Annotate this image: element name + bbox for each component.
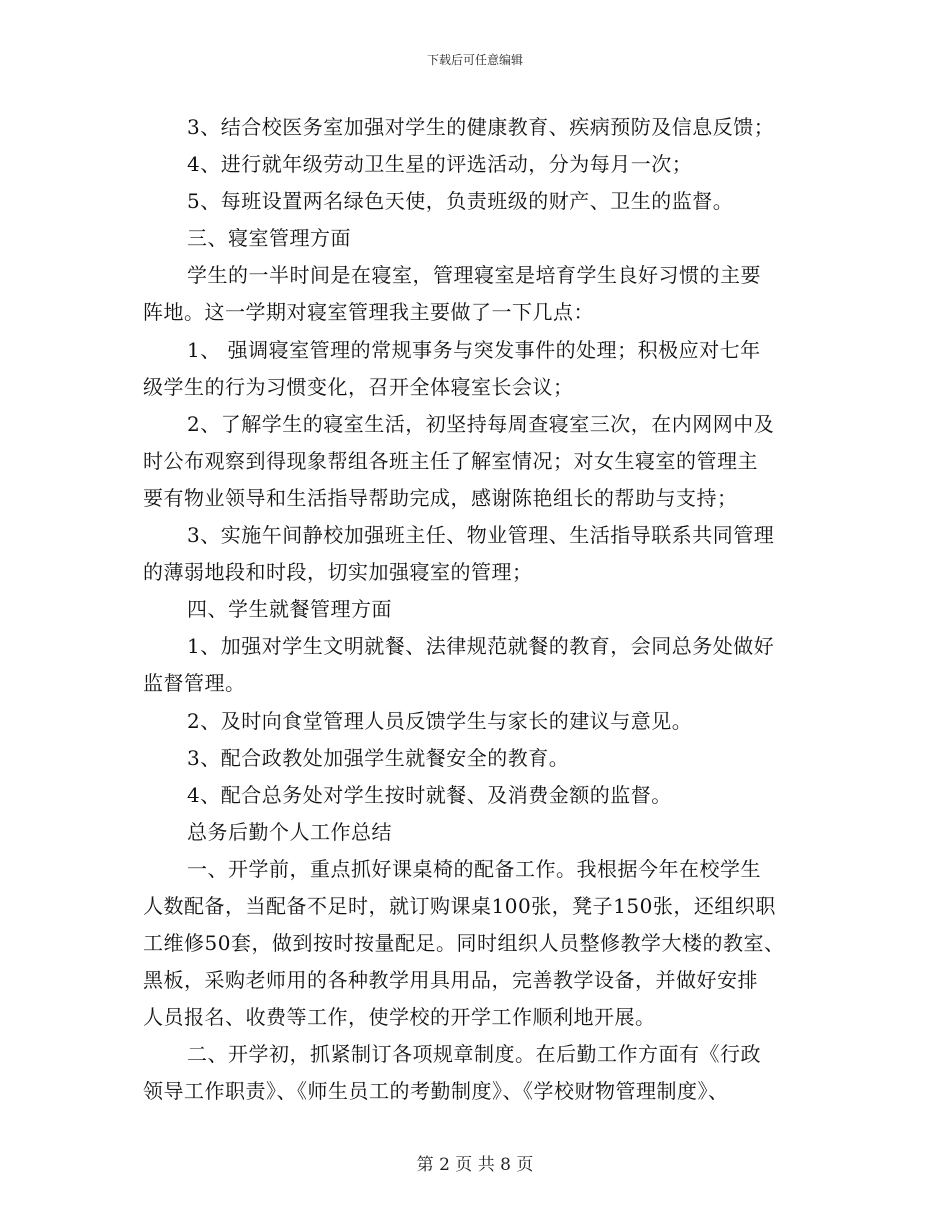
text-line: 2、了解学生的寝室生活，初坚持每周查寝室三次，在内网网中及 bbox=[187, 411, 775, 436]
text-line: 三、寝室管理方面 bbox=[187, 226, 351, 251]
text-line: 阵地。这一学期对寝室管理我主要做了一下几点： bbox=[143, 300, 594, 325]
text-line: 要有物业领导和生活指导帮助完成，感谢陈艳组长的帮助与支持； bbox=[143, 485, 738, 510]
page-number: 第 2 页 共 8 页 bbox=[416, 1155, 534, 1175]
text-line: 工维修50套，做到按时按量配足。同时组织人员整修教学大楼的教室、 bbox=[143, 931, 785, 956]
text-line: 的薄弱地段和时段，切实加强寝室的管理； bbox=[143, 560, 533, 585]
text-line: 黑板，采购老师用的各种教学用具用品，完善教学设备，并做好安排 bbox=[143, 968, 758, 993]
text-line: 4、进行就年级劳动卫生星的评选活动，分为每月一次； bbox=[187, 152, 693, 177]
text-line: 四、学生就餐管理方面 bbox=[187, 597, 392, 622]
text-line: 3、配合政教处加强学生就餐安全的教育。 bbox=[187, 745, 570, 770]
text-line: 领导工作职责》、《师生员工的考勤制度》、《学校财物管理制度》、 bbox=[143, 1079, 729, 1104]
text-line: 一、开学前，重点抓好课桌椅的配备工作。我根据今年在校学生 bbox=[187, 856, 761, 881]
page-header-note: 下载后可任意编辑 bbox=[426, 53, 523, 67]
text-line: 4、配合总务处对学生按时就餐、及消费金额的监督。 bbox=[187, 782, 672, 807]
text-line: 1、 强调寝室管理的常规事务与突发事件的处理；积极应对七年 bbox=[187, 337, 761, 362]
text-line: 时公布观察到得现象帮组各班主任了解室情况；对女生寝室的管理主 bbox=[143, 448, 758, 473]
text-line: 人员报名、收费等工作，使学校的开学工作顺利地开展。 bbox=[143, 1005, 656, 1030]
text-line: 3、实施午间静校加强班主任、物业管理、生活指导联系共同管理 bbox=[187, 523, 775, 548]
text-line: 5、每班设置两名绿色天使，负责班级的财产、卫生的监督。 bbox=[187, 189, 734, 214]
text-line: 监督管理。 bbox=[143, 671, 246, 696]
document-body bbox=[143, 109, 809, 1111]
text-line: 3、结合校医务室加强对学生的健康教育、疾病预防及信息反馈； bbox=[187, 115, 775, 139]
text-line: 级学生的行为习惯变化，召开全体寝室长会议； bbox=[143, 374, 574, 399]
text-line: 人数配备，当配备不足时，就订购课桌100张，凳子150张，还组织职 bbox=[143, 893, 776, 918]
text-line: 二、开学初，抓紧制订各项规章制度。在后勤工作方面有《行政 bbox=[187, 1042, 761, 1067]
text-line: 1、加强对学生文明就餐、法律规范就餐的教育，会同总务处做好 bbox=[187, 634, 775, 659]
text-line: 总务后勤个人工作总结 bbox=[187, 819, 392, 844]
text-line: 学生的一半时间是在寝室，管理寝室是培育学生良好习惯的主要 bbox=[187, 263, 761, 288]
text-line: 2、及时向食堂管理人员反馈学生与家长的建议与意见。 bbox=[187, 708, 693, 733]
